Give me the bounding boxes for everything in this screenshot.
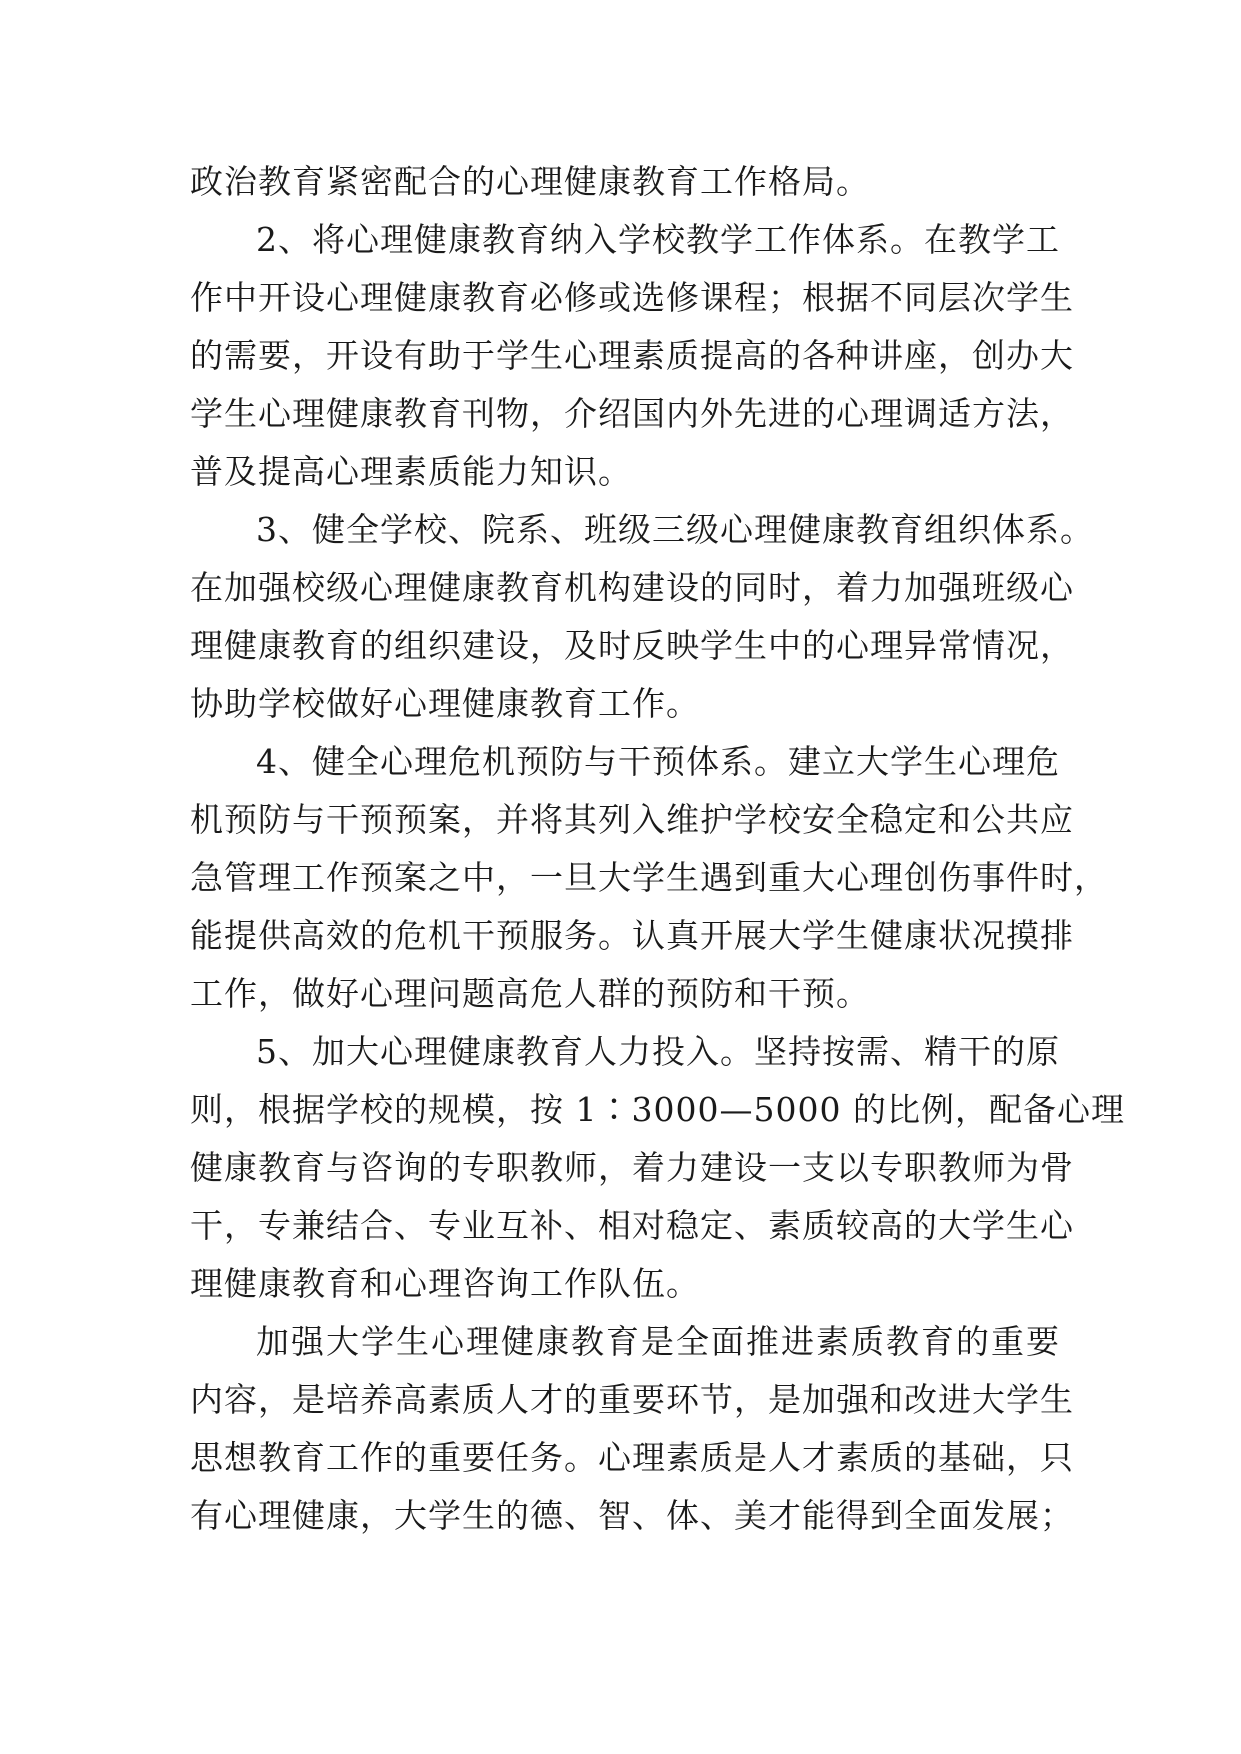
text-line: 在加强校级心理健康教育机构建设的同时，着力加强班级心 <box>190 568 1074 607</box>
text-line: 有心理健康，大学生的德、智、体、美才能得到全面发展； <box>190 1496 1074 1535</box>
paragraph-first-line: 5、加大心理健康教育人力投入。坚持按需、精干的原 <box>256 1032 1060 1071</box>
paragraph-first-line: 2、将心理健康教育纳入学校教学工作体系。在教学工 <box>256 220 1060 259</box>
text-line: 干，专兼结合、专业互补、相对稳定、素质较高的大学生心 <box>190 1206 1074 1245</box>
text-line: 普及提高心理素质能力知识。 <box>190 452 632 491</box>
text-line: 健康教育与咨询的专职教师，着力建设一支以专职教师为骨 <box>190 1148 1074 1187</box>
text-line: 内容，是培养高素质人才的重要环节，是加强和改进大学生 <box>190 1380 1074 1419</box>
text-line: 思想教育工作的重要任务。心理素质是人才素质的基础，只 <box>190 1438 1074 1477</box>
text-line: 机预防与干预预案，并将其列入维护学校安全稳定和公共应 <box>190 800 1074 839</box>
text-line: 理健康教育和心理咨询工作队伍。 <box>190 1264 700 1303</box>
text-line: 作中开设心理健康教育必修或选修课程；根据不同层次学生 <box>190 278 1074 317</box>
paragraph-first-line: 加强大学生心理健康教育是全面推进素质教育的重要 <box>256 1322 1060 1361</box>
text-line: 急管理工作预案之中，一旦大学生遇到重大心理创伤事件时， <box>190 858 1108 897</box>
text-line: 协助学校做好心理健康教育工作。 <box>190 684 700 723</box>
body-text <box>190 153 1125 1545</box>
paragraph-first-line: 4、健全心理危机预防与干预体系。建立大学生心理危 <box>256 742 1060 781</box>
text-line: 学生心理健康教育刊物，介绍国内外先进的心理调适方法， <box>190 394 1074 433</box>
text-line: 理健康教育的组织建设，及时反映学生中的心理异常情况， <box>190 626 1074 665</box>
paragraph-first-line: 3、健全学校、院系、班级三级心理健康教育组织体系。 <box>256 510 1094 549</box>
text-line: 的需要，开设有助于学生心理素质提高的各种讲座，创办大 <box>190 336 1074 375</box>
text-line: 政治教育紧密配合的心理健康教育工作格局。 <box>190 162 870 201</box>
text-line: 则，根据学校的规模，按 1∶3000—5000 的比例，配备心理 <box>190 1090 1125 1129</box>
text-line: 工作，做好心理问题高危人群的预防和干预。 <box>190 974 870 1013</box>
text-line: 能提供高效的危机干预服务。认真开展大学生健康状况摸排 <box>190 916 1074 955</box>
